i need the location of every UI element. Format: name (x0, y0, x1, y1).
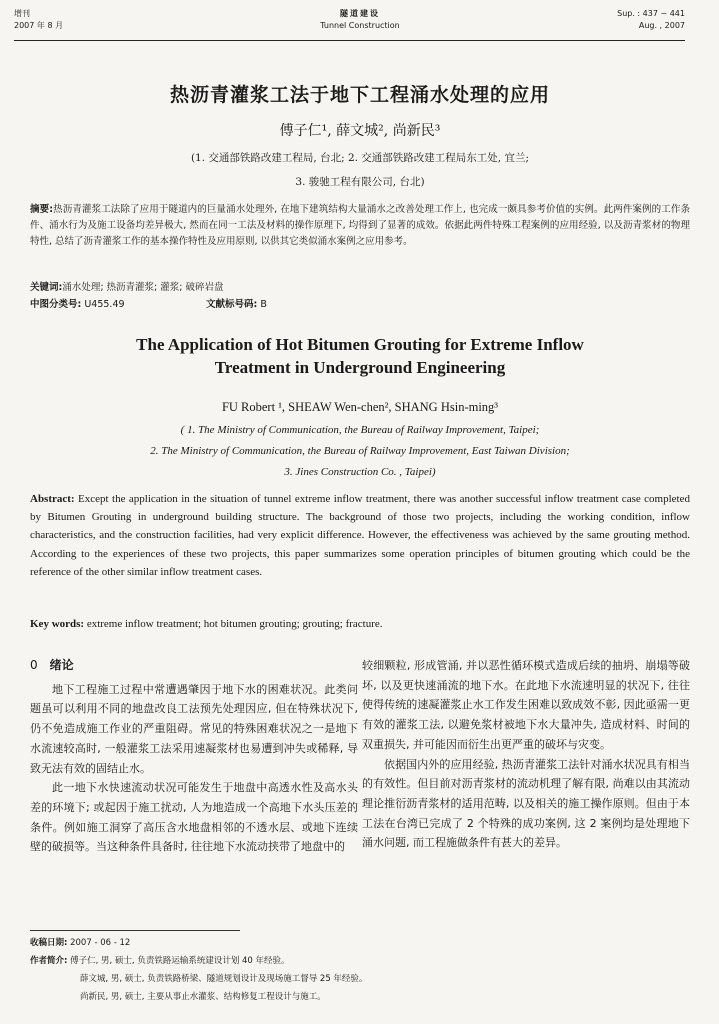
paragraph: 较细颗粒, 形成管涌, 并以恶性循环模式造成后续的抽坍、崩塌等破坏, 以及更快速涌流的地下水。在此地下水流速明显的状况下, 往往使得传统的速凝灌浆止水工作发生困难以致成效不彰, 因此亟需一更有效的灌浆工法, 以避免浆材被地下水大量冲失, 造成材料、时间的双重损失, 并可能因而衍生出更严重的破坏与灾变。 (362, 659, 690, 751)
received-label: 收稿日期: (30, 938, 68, 948)
paragraph: 地下工程施工过程中常遭遇肇因于地下水的困难状况。此类问题虽可以利用不同的地盘改良工法预先处理因应, 但在特殊状况下, 仍不免造成施工作业的严重阻碍。常见的特殊困难状况之一是地下水流速较高时, 一般灌浆工法采用速凝浆材也易遭到冲失或稀释, 导致无法有效的固结止水。 (30, 682, 358, 775)
authors-cn: 傅子仁¹, 薛文城², 尚新民³ (279, 123, 441, 139)
author-bio-2: 薛文城, 男, 硕士, 负责铁路桥梁、隧道规划设计及现场施工督导 25 年经验。 (80, 974, 368, 984)
section-number: 0 (30, 658, 38, 672)
affiliation-cn-2: 3. 骏驰工程有限公司, 台北) (295, 176, 425, 188)
header-rule (14, 40, 685, 41)
issue-date: 2007 年 8 月 (14, 21, 64, 30)
body-column-right (362, 656, 690, 853)
section-title: 绪论 (49, 658, 74, 672)
header-journal (260, 8, 460, 32)
received-date: 2007 - 06 - 12 (70, 938, 131, 948)
abstract-en-text: Except the application in the situation of tunnel extreme inflow treatment, there was another successful inflow treatment case completed by Bitumen Grouting in underground building structure. The background of those two projects, including the working condition, inflow characteristics, and the construction facilities, had very explicit difference. However, the effectiveness was achieved by the same grouting method. According to the experiences of these two projects, this paper summarizes some operation principles of bitumen grouting which could be the reference of the other similar inflow treatment cases. (30, 493, 690, 578)
author-bio-1: 傅子仁, 男, 硕士, 负责铁路运输系统建设计划 40 年经验。 (70, 956, 290, 966)
affiliation-cn-1: (1. 交通部铁路改建工程局, 台北; 2. 交通部铁路改建工程局东工处, 宜兰; (190, 152, 530, 164)
affiliation-en-3 (20, 466, 700, 478)
keywords-cn (30, 279, 223, 293)
section-heading (30, 656, 358, 676)
affiliation-en-2 (20, 445, 700, 457)
paragraph: 依据国内外的应用经验, 热沥青灌浆工法针对涌水状况具有相当的有效性。但目前对沥青浆材的流动机理了解有限, 尚难以由其流动理论推衍沥青浆材的适用范畴, 以及相关的施工操作原则。但由于本工法在台湾已完成了 2 个特殊的成功案例, 这 2 案例均是处理地下涌水问题, 而工程施做条件有甚大的差异。 (362, 757, 690, 850)
header-right (617, 8, 685, 32)
classification (30, 296, 125, 310)
affiliation-en-2-text: 2. The Ministry of Communication, the Bureau of Railway Improvement, East Taiwan Division; (150, 445, 570, 457)
document-code-value: B (260, 299, 267, 310)
classification-value: U455.49 (84, 299, 125, 310)
abstract-en (30, 490, 690, 581)
footnote-rule (30, 930, 240, 931)
keywords-cn-label: 关键词: (30, 282, 63, 293)
document-code (206, 296, 267, 310)
journal-name-cn: 隧道建设 (340, 9, 380, 18)
abstract-cn-label: 摘要: (30, 204, 54, 215)
header-left (14, 8, 63, 32)
author-bio-3: 尚新民, 男, 硕士, 主要从事止水灌浆、结构修复工程设计与施工。 (80, 992, 326, 1002)
affiliation-en-3-text: 3. Jines Construction Co. , Taipei) (284, 466, 436, 478)
abstract-cn (30, 202, 690, 250)
title-en-line-1: The Application of Hot Bitumen Grouting for Extreme Inflow (136, 335, 584, 354)
issue-type: 增刊 (14, 9, 30, 18)
journal-name-en: Tunnel Construction (320, 21, 400, 30)
abstract-en-label: Abstract: (30, 493, 75, 505)
affiliation-en-1 (20, 424, 700, 436)
page-range: Sup. : 437 ~ 441 (617, 9, 685, 18)
paragraph: 此一地下水快速流动状况可能发生于地盘中高透水性及高水头差的环境下; 或起因于施工扰动, 人为地造成一个高地下水头压差的条件。例如施工洞穿了高压含水地盘相邻的不透水层、或地下连续壁的破损等。当这种条件具备时, 往往地下水流动挟带了地盘中的 (30, 781, 358, 854)
authors-en: FU Robert ¹, SHEAW Wen-chen², SHANG Hsin-ming³ (221, 400, 499, 414)
keywords-en (30, 618, 383, 630)
footnote-received (30, 936, 130, 950)
keywords-en-text: extreme inflow treatment; hot bitumen grouting; grouting; fracture. (86, 618, 383, 630)
body-column-left (30, 656, 358, 857)
abstract-cn-text: 热沥青灌浆工法除了应用于隧道内的巨量涌水处理外, 在地下建筑结构大量涌水之改善处理工作上, 也完成一颇具参考价值的实例。此两件案例的工作条件、涌水行为及施工设备均差异极大, 然而在同一工法及材料的操作原理下, 均得到了显著的成效。依据此两件特殊工程案例的应用经验, 以及沥青浆材的物理特性, 总结了沥青灌浆工作的基本操作特性及应用原则, 以供其它类似涌水案例之应用参考。 (30, 204, 690, 247)
keywords-cn-text: 涌水处理; 热沥青灌浆; 灌浆; 破碎岩盘 (62, 282, 224, 293)
title-en (40, 333, 680, 379)
title-cn: 热沥青灌浆工法于地下工程涌水处理的应用 (169, 84, 550, 106)
footnote-author-1 (30, 954, 290, 968)
author-bio-label: 作者简介: (30, 956, 68, 966)
affiliation-en-1-text: ( 1. The Ministry of Communication, the Bureau of Railway Improvement, Taipei; (180, 424, 540, 436)
issue-date-en: Aug. , 2007 (638, 21, 685, 30)
keywords-en-label: Key words: (30, 618, 85, 630)
document-code-label: 文献标号码: (206, 299, 258, 310)
classification-label: 中图分类号: (30, 299, 82, 310)
title-en-line-2: Treatment in Underground Engineering (214, 358, 506, 377)
